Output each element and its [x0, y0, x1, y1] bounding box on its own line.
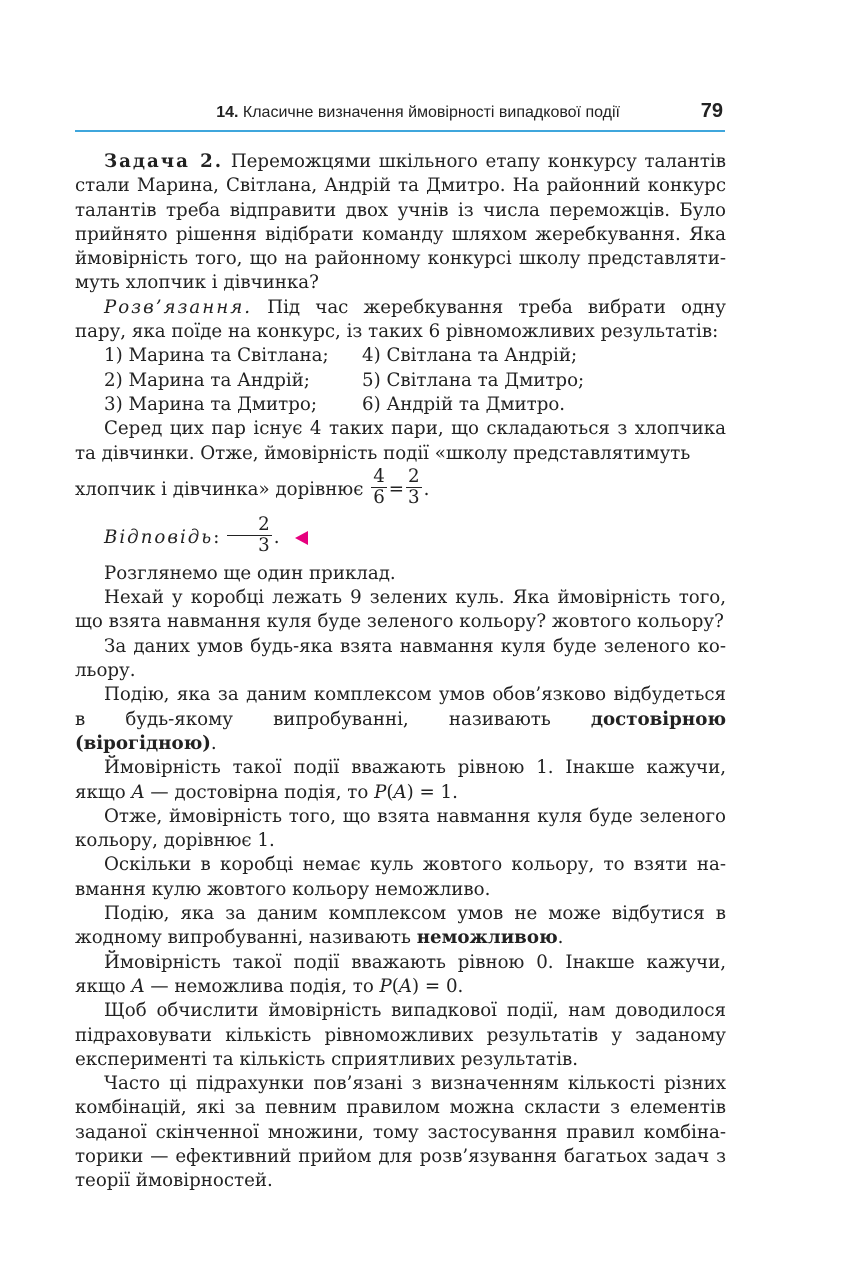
- period: .: [423, 478, 430, 500]
- text: Ймовірність такої події вважають рівною 1. Інакше кажучи, якщо: [75, 757, 726, 803]
- equals-text: хлопчик і дівчинка» дорівнює: [75, 478, 364, 500]
- paragraph-11: Часто ці підрахунки пов’язані з визначенням кількості різних комбінацій, які за певним правилом можна скласти з елементів заданої скінченної множини, тому застосування правил комбінаторики — ефективний прийом для розв’язування багатьох задач з теорії ймовірностей.: [75, 1073, 726, 1192]
- text: — достовірна подія, то: [144, 781, 375, 803]
- problem-label: Задача 2.: [104, 151, 224, 172]
- text: — неможлива подія, то: [144, 975, 380, 997]
- var-p: P: [379, 975, 392, 997]
- section-title: [216, 104, 620, 122]
- paragraph-10: Щоб обчислити ймовірність випадкової події, нам доводилося підраховувати кількість рівноможливих результатів у заданому експерименті та кількість сприятливих результатів.: [75, 1000, 726, 1070]
- solution-label: Розв’язання.: [104, 296, 253, 318]
- numerator: 2: [408, 466, 420, 488]
- page-header: [75, 100, 725, 132]
- outcome-4: 4) Світлана та Андрій;: [362, 345, 578, 367]
- section-number: 14.: [216, 104, 239, 121]
- var-a: A: [131, 975, 145, 997]
- problem-paragraph: [75, 150, 726, 296]
- answer-label: Відповідь: [104, 526, 214, 548]
- text: Подію, яка за даним комплексом умов не може відбутися в жодному випробуванні, називають: [75, 903, 726, 949]
- paragraph-9: [75, 951, 726, 1000]
- period: .: [273, 526, 280, 548]
- solution-text: Під час жеребкування треба вибрати одну пару, яка поїде на конкурс, із таких 6 рівноможливих результатів:: [75, 296, 726, 343]
- text: Подію, яка за даним комплексом умов обов’язково відбудеться в будь-якому випробуванні, називають: [75, 684, 726, 730]
- paragraph-8: [75, 902, 726, 951]
- numerator: 4: [373, 466, 385, 488]
- paragraph-3: За даних умов будь-яка взята навмання куля буде зеленого кольору.: [75, 635, 726, 682]
- denominator: 6: [373, 487, 385, 509]
- outcomes-list: [75, 344, 726, 417]
- answer-fraction: [227, 515, 272, 556]
- denominator: 3: [258, 535, 270, 557]
- page-number: 79: [700, 100, 723, 122]
- var-a: A: [393, 781, 407, 803]
- page-body: [75, 150, 726, 1194]
- text: .: [210, 732, 217, 754]
- fraction-4-6: [371, 467, 387, 508]
- solution-conclusion: [75, 417, 726, 466]
- solution-paragraph: [75, 296, 726, 345]
- text: .: [557, 927, 564, 949]
- text: Ймовірність такої події вважають рівною 0. Інакше кажучи, якщо: [75, 951, 726, 997]
- paragraph-4: [75, 683, 726, 756]
- text: ) = 1.: [406, 781, 458, 803]
- term-certain-event: достовірною (вірогідною): [75, 708, 726, 754]
- term-impossible-event: неможливою: [416, 927, 558, 949]
- outcome-2: 2) Марина та Андрій;: [104, 369, 310, 391]
- numerator: 2: [227, 515, 272, 536]
- colon: :: [213, 526, 220, 548]
- list-item: [104, 393, 726, 417]
- text: (: [386, 781, 394, 803]
- denominator: 3: [408, 487, 420, 509]
- var-a: A: [398, 975, 413, 997]
- paragraph-2: Нехай у коробці лежать 9 зелених куль. Яка ймовірність того, що взята навмання куля буде зеленого кольору? жовтого кольору?: [75, 587, 726, 633]
- outcome-6: 6) Андрій та Дмитро.: [362, 393, 566, 415]
- paragraph-6: Отже, ймовірність того, що взята навмання куля буде зеленого кольору, дорівнює 1.: [75, 805, 726, 852]
- outcome-5: 5) Світлана та Дмитро;: [362, 369, 585, 391]
- answer-line: [75, 514, 726, 562]
- probability-line: [75, 466, 726, 514]
- list-item: [104, 344, 726, 368]
- problem-text: Переможцями шкільного етапу конкурсу талантів стали Марина, Світлана, Андрій та Дмитро. На районний конкурс талантів треба відправити двох учнів із числа переможців. Було прийнято рішення відібрати команду шляхом жеребкування. Яка ймовірність того, що на районному конкурсі школу представлятимуть хлопчик і дівчинка?: [75, 151, 726, 294]
- text: (: [391, 975, 399, 997]
- var-p: P: [374, 781, 387, 803]
- outcome-1: 1) Марина та Світлана;: [104, 345, 329, 367]
- paragraph-7: Оскільки в коробці немає куль жовтого кольору, то взяти навмання кулю жовтого кольору неможливо.: [75, 854, 726, 900]
- fraction-2-3: [406, 467, 422, 508]
- conclusion-text: Серед цих пар існує 4 таких пари, що складаються з хлопчика та дівчинки. Отже, ймовірність події «школу представлятимуть: [75, 418, 726, 464]
- text: ) = 0.: [412, 975, 464, 997]
- paragraph-5: [75, 756, 726, 805]
- outcome-3: 3) Марина та Дмитро;: [104, 393, 317, 415]
- paragraph-1: Розглянемо ще один приклад.: [104, 562, 396, 584]
- equals-sign: =: [388, 478, 405, 500]
- section-title-text: Класичне визначення ймовірності випадкової події: [242, 104, 620, 121]
- var-a: A: [131, 781, 145, 803]
- list-item: [104, 369, 726, 393]
- end-of-solution-icon: [295, 531, 308, 545]
